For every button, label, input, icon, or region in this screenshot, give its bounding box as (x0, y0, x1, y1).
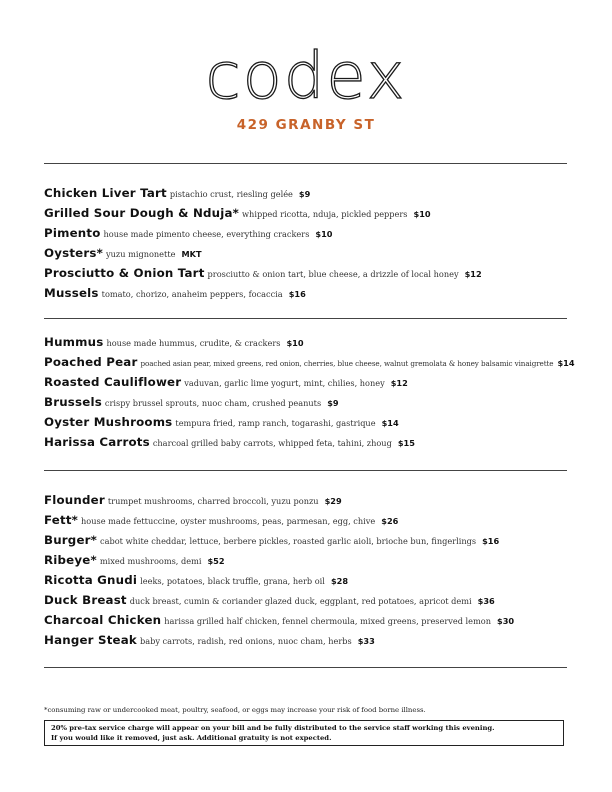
menu-item (44, 412, 574, 432)
item-name: Burger* (44, 533, 98, 547)
menu-item (44, 510, 574, 530)
item-name: Oysters* (44, 246, 103, 260)
menu-item (44, 570, 574, 590)
item-price: $9 (327, 398, 339, 408)
menu-item (44, 630, 574, 650)
item-name: Flounder (44, 493, 105, 507)
item-price: $14 (557, 358, 575, 368)
menu-item (44, 372, 574, 392)
item-description: vaduvan, garlic lime yogurt, mint, chilies, honey (184, 378, 385, 388)
item-description: house made fettuccine, oyster mushrooms, peas, parmesan, egg, chive (81, 516, 376, 526)
item-description: tempura fried, ramp ranch, togarashi, gastrique (175, 418, 376, 428)
menu-item (44, 352, 574, 372)
item-price: $12 (390, 378, 408, 388)
item-description: prosciutto & onion tart, blue cheese, a drizzle of local honey (207, 269, 459, 279)
item-name: Ribeye* (44, 553, 97, 567)
item-price: $29 (324, 496, 342, 506)
item-description: house made pimento cheese, everything crackers (103, 229, 310, 239)
menu-item (44, 490, 574, 510)
item-description: house made hummus, crudite, & crackers (106, 338, 281, 348)
item-description: yuzu mignonette (106, 249, 176, 259)
item-name: Mussels (44, 286, 99, 300)
item-price: MKT (181, 249, 202, 259)
item-price: $12 (464, 269, 482, 279)
item-description: poached asian pear, mixed greens, red onion, cherries, blue cheese, walnut gremolata & honey balsamic vinaigrette (140, 359, 554, 368)
divider (44, 318, 567, 319)
item-price: $26 (381, 516, 399, 526)
menu-section-mains (44, 490, 574, 650)
item-price: $15 (397, 438, 415, 448)
item-description: tomato, chorizo, anaheim peppers, focaccia (101, 289, 283, 299)
item-price: $36 (477, 596, 495, 606)
restaurant-address: 429 GRANBY ST (236, 117, 376, 133)
item-name: Roasted Cauliflower (44, 375, 182, 389)
item-name: Grilled Sour Dough & Nduja* (44, 206, 240, 220)
menu-item (44, 590, 574, 610)
item-name: Charcoal Chicken (44, 613, 162, 627)
item-description: leeks, potatoes, black truffle, grana, herb oil (140, 576, 325, 586)
notice-line: If you would like it removed, just ask. Additional gratuity is not expected. (51, 733, 332, 742)
menu-section-starters (44, 183, 574, 303)
item-name: Ricotta Gnudi (44, 573, 138, 587)
divider (44, 667, 567, 668)
item-name: Oyster Mushrooms (44, 415, 173, 429)
item-price: $16 (482, 536, 500, 546)
restaurant-logo: codex (205, 40, 407, 114)
item-name: Harissa Carrots (44, 435, 150, 449)
menu-section-vegetables (44, 332, 574, 452)
item-price: $10 (315, 229, 333, 239)
item-description: duck breast, cumin & coriander glazed duck, eggplant, red potatoes, apricot demi (129, 596, 472, 606)
menu-item (44, 332, 574, 352)
item-price: $10 (413, 209, 431, 219)
item-price: $9 (298, 189, 311, 199)
item-name: Hummus (44, 335, 104, 349)
menu-item (44, 223, 574, 243)
item-description: cabot white cheddar, lettuce, berbere pickles, roasted garlic aioli, brioche bun, fingerlings (100, 536, 477, 546)
item-name: Duck Breast (44, 593, 127, 607)
item-name: Prosciutto & Onion Tart (44, 266, 205, 280)
item-description: baby carrots, radish, red onions, nuoc cham, herbs (139, 636, 352, 646)
menu-item (44, 263, 574, 283)
item-name: Poached Pear (44, 355, 138, 369)
item-name: Fett* (44, 513, 79, 527)
item-price: $33 (357, 636, 375, 646)
menu-item (44, 530, 574, 550)
item-description: harissa grilled half chicken, fennel chermoula, mixed greens, preserved lemon (164, 616, 491, 626)
menu-item (44, 610, 574, 630)
item-description: mixed mushrooms, demi (99, 556, 202, 566)
item-description: charcoal grilled baby carrots, whipped feta, tahini, zhoug (152, 438, 392, 448)
divider (44, 163, 567, 164)
item-name: Chicken Liver Tart (44, 186, 167, 200)
item-name: Brussels (44, 395, 102, 409)
menu-item (44, 283, 574, 303)
menu-item (44, 183, 574, 203)
item-price: $10 (286, 338, 304, 348)
item-price: $30 (497, 616, 515, 626)
item-description: pistachio crust, riesling gelée (169, 189, 293, 199)
item-price: $16 (288, 289, 306, 299)
item-description: trumpet mushrooms, charred broccoli, yuzu ponzu (107, 496, 319, 506)
menu-item (44, 392, 574, 412)
item-price: $28 (330, 576, 349, 586)
item-name: Hanger Steak (44, 633, 137, 647)
menu-item (44, 203, 574, 223)
item-description: crispy brussel sprouts, nuoc cham, crushed peanuts (104, 398, 322, 408)
divider (44, 470, 567, 471)
notice-line: 20% pre-tax service charge will appear on your bill and be fully distributed to the service staff working this evening. (51, 724, 495, 732)
menu-item (44, 432, 574, 452)
menu-item (44, 243, 574, 263)
menu-item (44, 550, 574, 570)
item-description: whipped ricotta, nduja, pickled peppers (242, 209, 408, 219)
service-charge-notice (44, 720, 564, 746)
food-safety-disclaimer: *consuming raw or undercooked meat, poultry, seafood, or eggs may increase your risk of food borne illness. (44, 706, 426, 714)
item-name: Pimento (44, 226, 101, 240)
item-price: $14 (381, 418, 399, 428)
item-price: $52 (207, 556, 225, 566)
